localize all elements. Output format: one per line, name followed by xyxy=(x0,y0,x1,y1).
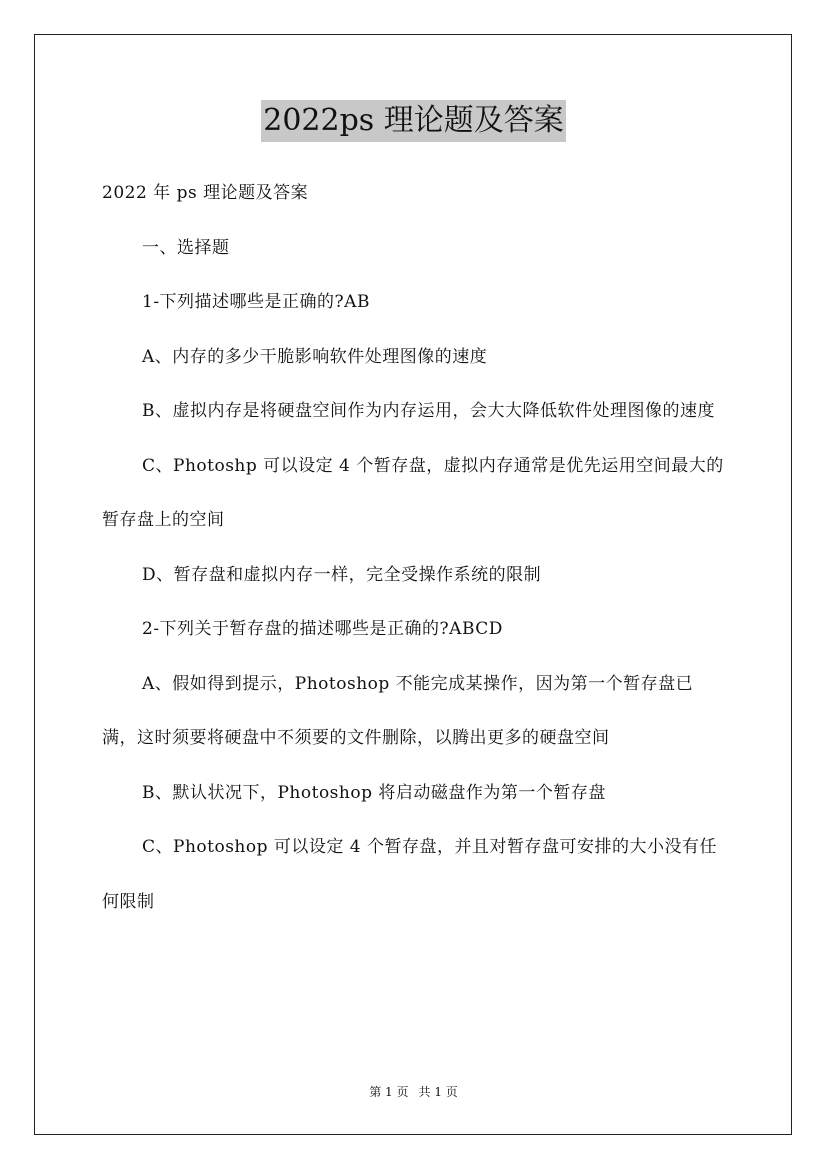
question-2-option-a: A、假如得到提示，Photoshop 不能完成某操作，因为第一个暂存盘已满，这时须要将硬盘中不须要的文件删除，以腾出更多的硬盘空间 xyxy=(102,673,694,748)
question-1-option-d: D、暂存盘和虚拟内存一样，完全受操作系统的限制 xyxy=(142,564,542,585)
page-number: 第 1 页 xyxy=(369,1085,409,1099)
section-heading: 一、选择题 xyxy=(142,237,230,258)
question-1-option-b: B、虚拟内存是将硬盘空间作为内存运用，会大大降低软件处理图像的速度 xyxy=(142,401,715,421)
question-2-option-c: C、Photoshop 可以设定 4 个暂存盘，并且对暂存盘可安排的大小没有任何限制 xyxy=(102,837,718,912)
document-body xyxy=(102,166,728,929)
question-1-option-c: C、Photoshp 可以设定 4 个暂存盘，虚拟内存通常是优先运用空间最大的暂存盘上的空间 xyxy=(102,455,724,530)
question-1: 1-下列描述哪些是正确的?AB xyxy=(142,292,370,312)
title-container xyxy=(0,100,827,142)
question-1-option-a: A、内存的多少干脆影响软件处理图像的速度 xyxy=(142,346,488,367)
question-2: 2-下列关于暂存盘的描述哪些是正确的?ABCD xyxy=(142,619,503,639)
question-2-option-b: B、默认状况下，Photoshop 将启动磁盘作为第一个暂存盘 xyxy=(142,782,606,803)
page-total: 共 1 页 xyxy=(418,1085,458,1099)
document-title: 2022ps 理论题及答案 xyxy=(261,100,565,142)
page-footer xyxy=(0,1082,827,1102)
subtitle-paragraph: 2022 年 ps 理论题及答案 xyxy=(102,183,309,203)
